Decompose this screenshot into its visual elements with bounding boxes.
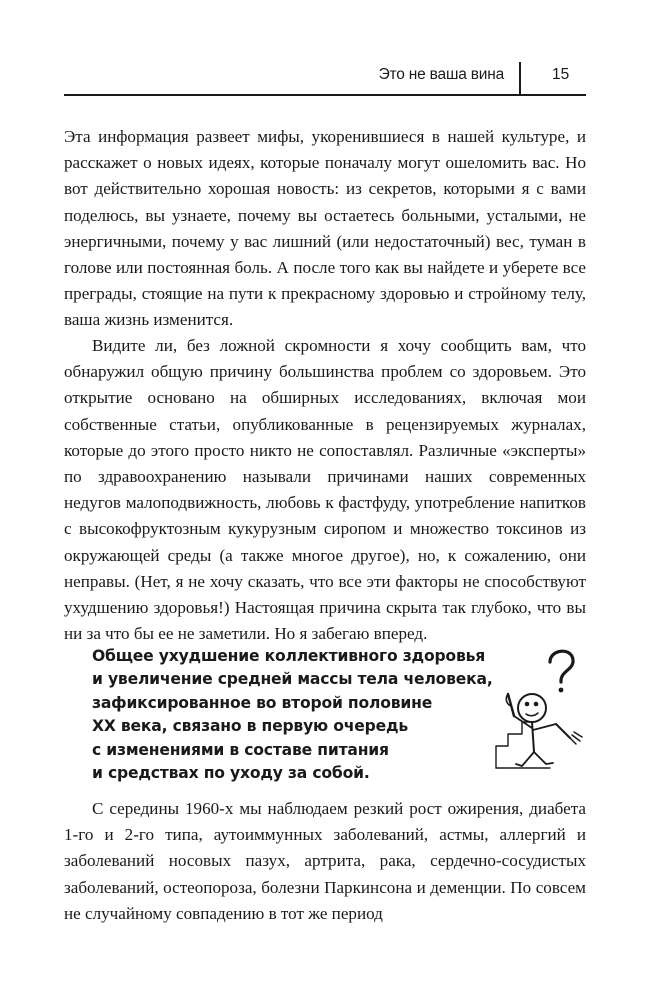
callout-line: Общее ухудшение коллективного здоровья [92, 647, 486, 665]
callout-line: и средствах по уходу за собой. [92, 764, 370, 783]
question-stick-figure-icon [490, 640, 600, 780]
body-paragraph-2-block [64, 333, 586, 647]
body-paragraph-1-block [64, 124, 586, 334]
body-paragraph: Видите ли, без ложной скромности я хочу сообщить вам, что обнаружил общую причину большинства проблем со здоровьем. Это открытие основано на обширных исследованиях, включая мои собственные статьи, опубликованные в рецензируемых журналах, которые до этого просто никто не сопоставлял. Различные «эксперты» по здравоохранению называли причинами наших современных недугов малоподвижность, любовь к фастфуду, употребление напитков с высокофруктозным кукурузным сиропом и множество токсинов из окружающей среды (а также многое другое), но, к сожалению, они неправы. (Нет, я не хочу сказать, что все эти факторы не способствуют ухудшению здоровья!) Настоящая причина скрыта так глубоко, что вы ни за что бы ее не заметили. Но я забегаю вперед. [64, 336, 586, 644]
page-number: 15 [552, 66, 570, 83]
body-paragraph-3-block [64, 796, 586, 927]
callout-line: XX века, связано в первую очередь [92, 717, 409, 736]
body-paragraph: С середины 1960-х мы наблюдаем резкий рост ожирения, диабета 1-го и 2-го типа, аутоиммунных заболеваний, астмы, аллергий и заболеваний носовых пазух, артрита, рака, сердечно-сосудистых заболеваний, остеопороза, болезни Паркинсона и деменции. По совсем не случайному совпадению в тот же период [64, 799, 586, 923]
running-header [64, 62, 586, 96]
callout-line: и увеличение средней массы тела человека, [92, 670, 493, 689]
callout-line: зафиксированное во второй половине [92, 693, 433, 712]
header-rule [64, 94, 586, 96]
running-title: Это не ваша вина [378, 66, 504, 83]
body-paragraph: Эта информация развеет мифы, укоренившиеся в нашей культуре, и расскажет о новых идеях, которые поначалу могут ошеломить вас. Но вот действительно хорошая новость: из секретов, которыми я с вами поделюсь, вы узнаете, почему вы остаетесь больными, усталыми, не энергичными, почему у вас лишний (или недостаточный) вес, туман в голове или постоянная боль. А после того как вы найдете и уберете все преграды, стоящие на пути к прекрасному здоровью и стройному телу, ваша жизнь изменится. [64, 127, 586, 330]
header-divider [519, 62, 521, 96]
callout-line: с изменениями в составе питания [92, 740, 389, 759]
callout-box [92, 645, 512, 785]
